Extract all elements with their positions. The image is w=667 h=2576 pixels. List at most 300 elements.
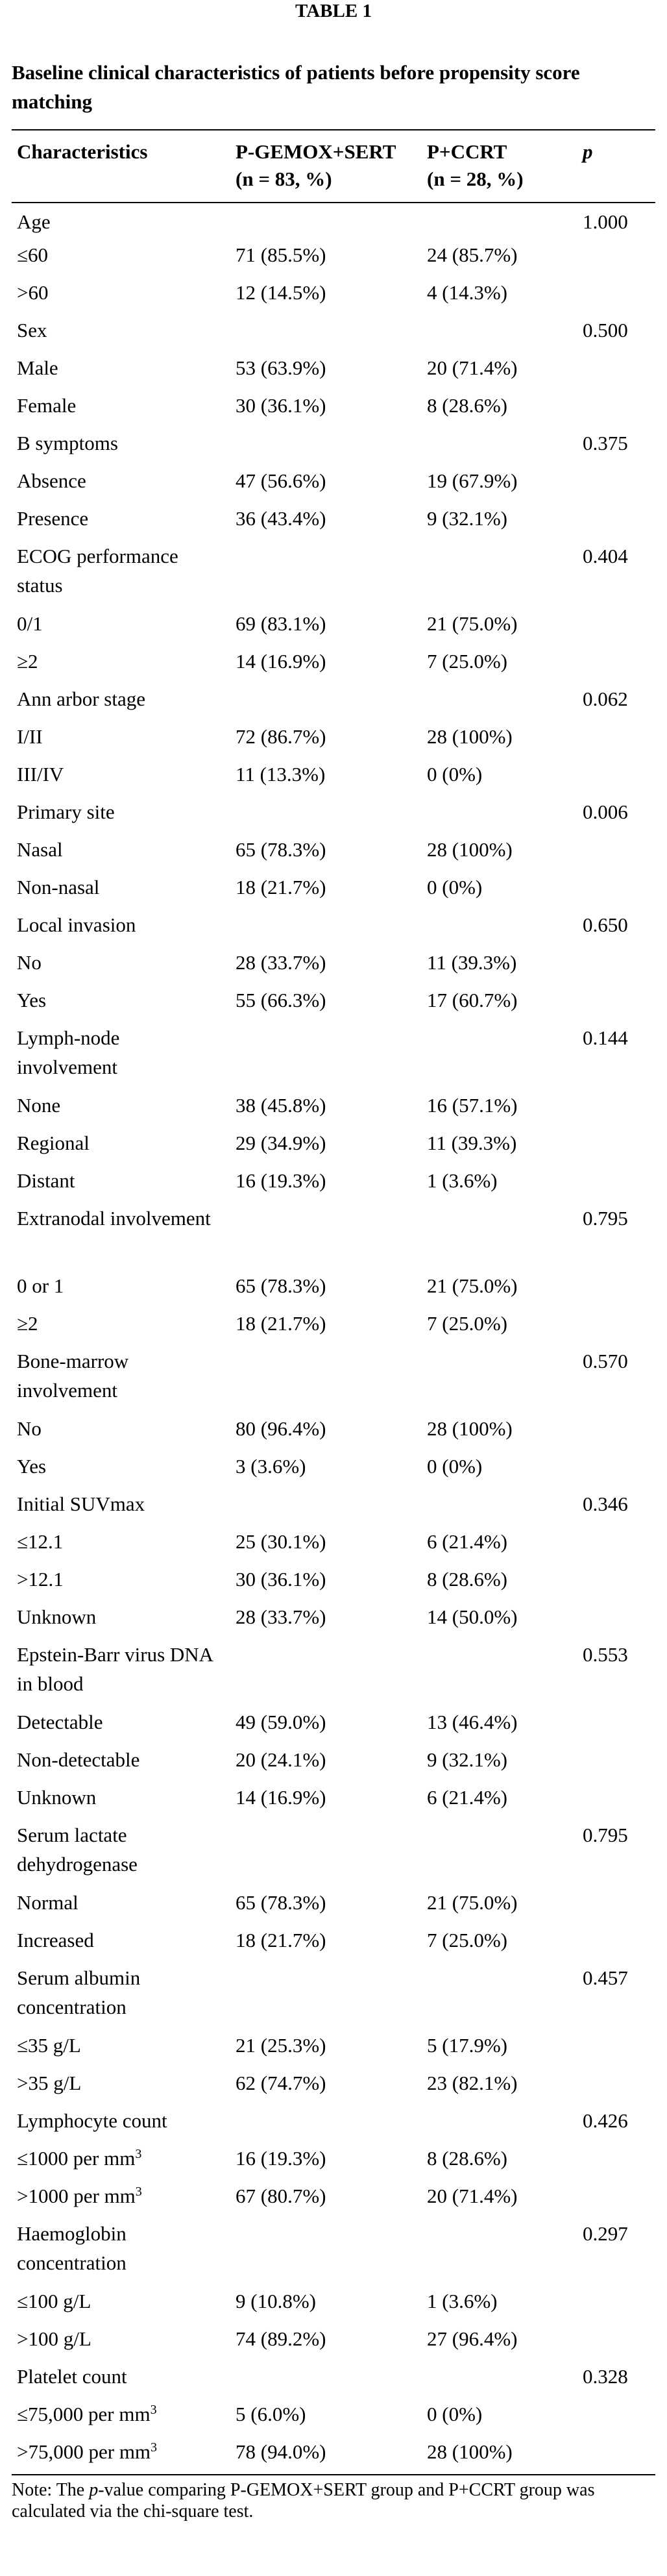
cell-group1-value	[230, 316, 422, 353]
cell-p-value	[577, 1565, 655, 1602]
table-row	[12, 2068, 655, 2106]
cell-group2-value-text: 6 (21.4%)	[427, 1786, 507, 1809]
cell-characteristic	[12, 203, 230, 240]
cell-characteristic-text: Yes	[17, 989, 47, 1011]
cell-p-value	[577, 1707, 655, 1745]
cell-p-value	[577, 760, 655, 797]
cell-characteristic	[12, 1527, 230, 1565]
cell-group1-value	[230, 1204, 422, 1271]
cell-p-value	[577, 278, 655, 316]
cell-p-value	[577, 203, 655, 240]
cell-group2-value-text: 20 (71.4%)	[427, 356, 518, 379]
cell-p-value	[577, 353, 655, 391]
cell-p-value	[577, 1602, 655, 1640]
cell-characteristic	[12, 1309, 230, 1346]
cell-p-value	[577, 2068, 655, 2106]
cell-characteristic	[12, 1820, 230, 1888]
cell-characteristic	[12, 1640, 230, 1707]
cell-group2-value-text: 11 (39.3%)	[427, 951, 517, 974]
cell-group2-value-text: 14 (50.0%)	[427, 1605, 518, 1628]
cell-p-value-text: 0.297	[583, 2222, 628, 2245]
cell-group1-value-text: 14 (16.9%)	[236, 650, 326, 673]
cell-group2-value-text: 8 (28.6%)	[427, 394, 507, 417]
table-row	[12, 391, 655, 428]
cell-group2-value	[422, 910, 577, 948]
table-row	[12, 1023, 655, 1091]
cell-p-value	[577, 2181, 655, 2219]
cell-group2-value	[422, 985, 577, 1023]
cell-p-value-text: 0.553	[583, 1643, 628, 1666]
cell-characteristic-text: ≤75,000 per mm	[17, 2403, 151, 2425]
cell-p-value	[577, 910, 655, 948]
cell-characteristic-text: Non-nasal	[17, 876, 100, 898]
cell-characteristic-text: >35 g/L	[17, 2072, 82, 2094]
cell-group2-value	[422, 760, 577, 797]
cell-group2-value-text: 0 (0%)	[427, 2403, 483, 2425]
cell-group1-value-text: 14 (16.9%)	[236, 1786, 326, 1809]
cell-group2-value-text: 0 (0%)	[427, 1455, 483, 1478]
cell-group1-value	[230, 1309, 422, 1346]
table-note	[12, 2479, 655, 2522]
cell-group2-value	[422, 353, 577, 391]
cell-characteristic	[12, 948, 230, 985]
table-row	[12, 948, 655, 985]
cell-characteristic-text: Normal	[17, 1891, 79, 1914]
cell-p-value	[577, 1346, 655, 1414]
cell-characteristic	[12, 466, 230, 504]
cell-group1-value	[230, 1640, 422, 1707]
cell-p-value	[577, 1091, 655, 1128]
table-row	[12, 2106, 655, 2144]
cell-p-value	[577, 1783, 655, 1820]
header-group1-name: P-GEMOX+SERT	[236, 140, 396, 163]
cell-group2-value-text: 17 (60.7%)	[427, 989, 518, 1011]
table-caption: Baseline clinical characteristics of patients before propensity score matching	[12, 61, 580, 113]
cell-group1-value	[230, 1565, 422, 1602]
cell-characteristic-text: Primary site	[17, 800, 115, 823]
table-row	[12, 1926, 655, 1963]
cell-group2-value-text: 20 (71.4%)	[427, 2185, 518, 2207]
cell-group1-value-text: 69 (83.1%)	[236, 612, 326, 635]
cell-characteristic-text: 0 or 1	[17, 1274, 64, 1297]
cell-characteristic-text: Yes	[17, 1455, 47, 1478]
cell-characteristic	[12, 541, 230, 609]
cell-p-value	[577, 1271, 655, 1309]
cell-group1-value	[230, 391, 422, 428]
cell-characteristic	[12, 760, 230, 797]
cell-group2-value	[422, 1527, 577, 1565]
cell-group1-value	[230, 760, 422, 797]
cell-p-value	[577, 609, 655, 647]
cell-characteristic	[12, 609, 230, 647]
cell-characteristic	[12, 1783, 230, 1820]
header-group2	[422, 130, 577, 203]
cell-group1-value	[230, 2144, 422, 2181]
cell-group1-value-text: 29 (34.9%)	[236, 1132, 326, 1154]
cell-group1-value	[230, 1346, 422, 1414]
cell-group2-value	[422, 1820, 577, 1888]
cell-characteristic-text: >75,000 per mm	[17, 2440, 151, 2463]
cell-group2-value	[422, 316, 577, 353]
cell-group1-value-text: 20 (24.1%)	[236, 1748, 326, 1771]
cell-group2-value-text: 7 (25.0%)	[427, 650, 507, 673]
cell-group2-value	[422, 2362, 577, 2399]
cell-p-value	[577, 1820, 655, 1888]
cell-group2-value	[422, 647, 577, 684]
cell-characteristic-text: Increased	[17, 1929, 94, 1951]
cell-group2-value-text: 8 (28.6%)	[427, 2147, 507, 2170]
cell-group2-value-text: 24 (85.7%)	[427, 243, 518, 266]
table-row	[12, 835, 655, 873]
cell-group2-value	[422, 1271, 577, 1309]
cell-group2-value-text: 16 (57.1%)	[427, 1094, 518, 1117]
cell-group2-value	[422, 1602, 577, 1640]
cell-group1-value	[230, 1489, 422, 1527]
cell-characteristic-text: Absence	[17, 469, 86, 492]
cell-p-value	[577, 1023, 655, 1091]
cell-group1-value	[230, 1414, 422, 1452]
cell-group2-value-text: 23 (82.1%)	[427, 2072, 518, 2094]
cell-group2-value-text: 19 (67.9%)	[427, 469, 518, 492]
cell-characteristic-text: Serum albumin concentration	[17, 1966, 141, 2018]
cell-group2-value	[422, 541, 577, 609]
cell-characteristic	[12, 722, 230, 760]
header-group2-n: (n = 28, %)	[427, 167, 524, 190]
cell-characteristic-text: >60	[17, 281, 49, 304]
cell-characteristic-text: ≥2	[17, 650, 38, 673]
header-characteristics: Characteristics	[17, 140, 148, 163]
cell-characteristic-text: B symptoms	[17, 432, 118, 454]
table-row	[12, 2219, 655, 2286]
cell-group1-value	[230, 797, 422, 835]
table-row	[12, 466, 655, 504]
cell-characteristic	[12, 316, 230, 353]
cell-characteristic	[12, 353, 230, 391]
cell-group1-value	[230, 541, 422, 609]
cell-characteristic	[12, 1414, 230, 1452]
cell-group2-value	[422, 1745, 577, 1783]
cell-p-value-text: 1.000	[583, 210, 628, 233]
cell-group1-value-text: 55 (66.3%)	[236, 989, 326, 1011]
table-header	[12, 130, 655, 203]
cell-p-value	[577, 466, 655, 504]
cell-characteristic-text: ≤35 g/L	[17, 2034, 81, 2057]
cell-characteristic	[12, 2399, 230, 2437]
cell-characteristic-text: Serum lactate dehydrogenase	[17, 1824, 138, 1876]
cell-group1-value	[230, 2106, 422, 2144]
cell-group1-value	[230, 2181, 422, 2219]
cell-p-value	[577, 835, 655, 873]
cell-group1-value	[230, 1745, 422, 1783]
cell-group1-value-text: 65 (78.3%)	[236, 838, 326, 861]
cell-group2-value	[422, 2106, 577, 2144]
cell-group2-value	[422, 797, 577, 835]
note-prefix: Note: The	[12, 2480, 90, 2500]
cell-characteristic-text: >100 g/L	[17, 2327, 91, 2350]
cell-group1-value	[230, 1888, 422, 1926]
cell-characteristic	[12, 2286, 230, 2324]
cell-group1-value	[230, 722, 422, 760]
cell-group1-value-text: 9 (10.8%)	[236, 2290, 316, 2312]
cell-characteristic	[12, 1452, 230, 1489]
table-body	[12, 203, 655, 2475]
table-row	[12, 873, 655, 910]
cell-group1-value	[230, 647, 422, 684]
cell-characteristic-text: Ann arbor stage	[17, 687, 145, 710]
cell-characteristic-text: ≤60	[17, 243, 49, 266]
cell-characteristic	[12, 684, 230, 722]
cell-characteristic	[12, 1271, 230, 1309]
cell-p-value	[577, 873, 655, 910]
table-row	[12, 1745, 655, 1783]
cell-p-value-text: 0.500	[583, 319, 628, 341]
cell-p-value-text: 0.006	[583, 800, 628, 823]
table-row	[12, 2437, 655, 2475]
cell-characteristic	[12, 1128, 230, 1166]
cell-group2-value-text: 9 (32.1%)	[427, 1748, 507, 1771]
cell-group1-value-text: 11 (13.3%)	[236, 763, 326, 786]
cell-group2-value-text: 21 (75.0%)	[427, 1274, 518, 1297]
cell-group2-value-text: 21 (75.0%)	[427, 612, 518, 635]
cell-characteristic	[12, 873, 230, 910]
cell-p-value	[577, 985, 655, 1023]
cell-characteristic	[12, 1888, 230, 1926]
table-row	[12, 1309, 655, 1346]
cell-characteristic	[12, 391, 230, 428]
cell-group2-value	[422, 2286, 577, 2324]
cell-group1-value	[230, 1091, 422, 1128]
cell-group2-value	[422, 2068, 577, 2106]
cell-group2-value	[422, 609, 577, 647]
cell-p-value	[577, 2286, 655, 2324]
cell-group1-value-text: 74 (89.2%)	[236, 2327, 326, 2350]
cell-characteristic-text: Age	[17, 210, 51, 233]
cell-group1-value-text: 80 (96.4%)	[236, 1417, 326, 1440]
table-row	[12, 1888, 655, 1926]
cell-characteristic-text: ≤12.1	[17, 1530, 64, 1553]
cell-p-value	[577, 428, 655, 466]
cell-characteristic-text: III/IV	[17, 763, 64, 786]
cell-group1-value-text: 28 (33.7%)	[236, 1605, 326, 1628]
cell-characteristic	[12, 2437, 230, 2475]
cell-group1-value-text: 16 (19.3%)	[236, 2147, 326, 2170]
cell-p-value	[577, 316, 655, 353]
cell-group1-value-text: 53 (63.9%)	[236, 356, 326, 379]
cell-group1-value	[230, 684, 422, 722]
cell-group1-value-text: 18 (21.7%)	[236, 1929, 326, 1951]
table-row	[12, 1091, 655, 1128]
cell-group2-value	[422, 1888, 577, 1926]
cell-group1-value	[230, 504, 422, 541]
cell-group1-value	[230, 1820, 422, 1888]
table-row	[12, 1527, 655, 1565]
cell-group2-value	[422, 2324, 577, 2362]
cell-group1-value	[230, 1707, 422, 1745]
cell-characteristic-text: Lymphocyte count	[17, 2109, 167, 2132]
cell-group2-value-text: 5 (17.9%)	[427, 2034, 507, 2057]
cell-group2-value	[422, 684, 577, 722]
cell-group1-value	[230, 466, 422, 504]
cell-group2-value	[422, 948, 577, 985]
cell-group2-value-text: 9 (32.1%)	[427, 507, 507, 530]
cell-group2-value	[422, 873, 577, 910]
cell-group2-value	[422, 504, 577, 541]
header-group2-name: P+CCRT	[427, 140, 507, 163]
cell-p-value	[577, 1527, 655, 1565]
cell-characteristic-text: Male	[17, 356, 58, 379]
cell-group1-value	[230, 948, 422, 985]
cell-group1-value	[230, 873, 422, 910]
cell-p-value	[577, 647, 655, 684]
cell-characteristic	[12, 504, 230, 541]
cell-characteristic-text: Unknown	[17, 1605, 97, 1628]
table-row	[12, 609, 655, 647]
superscript: 3	[151, 2440, 158, 2455]
header-group1	[230, 130, 422, 203]
cell-characteristic-text: ≤1000 per mm	[17, 2147, 136, 2170]
superscript: 3	[135, 2185, 142, 2199]
cell-group1-value-text: 3 (3.6%)	[236, 1455, 306, 1478]
cell-group2-value-text: 13 (46.4%)	[427, 1711, 518, 1733]
cell-p-value	[577, 797, 655, 835]
header-row	[12, 130, 655, 203]
table-row	[12, 203, 655, 240]
cell-p-value-text: 0.375	[583, 432, 628, 454]
cell-group1-value	[230, 1527, 422, 1565]
cell-group2-value-text: 11 (39.3%)	[427, 1132, 517, 1154]
cell-characteristic	[12, 797, 230, 835]
table-row	[12, 1346, 655, 1414]
cell-characteristic	[12, 1091, 230, 1128]
cell-group2-value-text: 6 (21.4%)	[427, 1530, 507, 1553]
cell-group2-value-text: 21 (75.0%)	[427, 1891, 518, 1914]
cell-group1-value-text: 65 (78.3%)	[236, 1274, 326, 1297]
cell-group1-value	[230, 1452, 422, 1489]
cell-group2-value	[422, 203, 577, 240]
table-row	[12, 760, 655, 797]
cell-characteristic	[12, 2031, 230, 2068]
cell-characteristic	[12, 1926, 230, 1963]
cell-group2-value	[422, 2144, 577, 2181]
cell-characteristic	[12, 985, 230, 1023]
cell-characteristic-text: Female	[17, 394, 77, 417]
cell-group1-value-text: 72 (86.7%)	[236, 725, 326, 748]
cell-characteristic	[12, 1745, 230, 1783]
table-row	[12, 1602, 655, 1640]
cell-group1-value	[230, 985, 422, 1023]
cell-group2-value-text: 7 (25.0%)	[427, 1312, 507, 1335]
cell-p-value-text: 0.650	[583, 913, 628, 936]
cell-characteristic-text: Epstein-Barr virus DNA in blood	[17, 1643, 213, 1695]
cell-group2-value-text: 28 (100%)	[427, 838, 513, 861]
table-row	[12, 2031, 655, 2068]
cell-characteristic-text: No	[17, 951, 42, 974]
cell-group1-value	[230, 2219, 422, 2286]
cell-group1-value-text: 5 (6.0%)	[236, 2403, 306, 2425]
table-row	[12, 910, 655, 948]
cell-group2-value	[422, 1640, 577, 1707]
cell-group2-value	[422, 1452, 577, 1489]
cell-group2-value-text: 27 (96.4%)	[427, 2327, 518, 2350]
cell-characteristic	[12, 1707, 230, 1745]
cell-group2-value	[422, 1346, 577, 1414]
cell-p-value	[577, 1745, 655, 1783]
cell-group2-value	[422, 466, 577, 504]
cell-p-value	[577, 1926, 655, 1963]
baseline-characteristics-table	[12, 129, 655, 2475]
cell-group2-value	[422, 1091, 577, 1128]
cell-group2-value	[422, 240, 577, 278]
cell-group2-value	[422, 1926, 577, 1963]
table-row	[12, 722, 655, 760]
cell-p-value	[577, 1640, 655, 1707]
cell-characteristic	[12, 2324, 230, 2362]
superscript: 3	[150, 2403, 157, 2417]
cell-group2-value	[422, 2219, 577, 2286]
cell-characteristic-text: None	[17, 1094, 61, 1117]
cell-characteristic-text: Unknown	[17, 1786, 97, 1809]
header-group1-n: (n = 83, %)	[236, 167, 332, 190]
cell-p-value-text: 0.346	[583, 1492, 628, 1515]
cell-group2-value-text: 1 (3.6%)	[427, 1169, 498, 1192]
cell-p-value	[577, 948, 655, 985]
cell-p-value	[577, 504, 655, 541]
cell-group2-value	[422, 2399, 577, 2437]
cell-characteristic	[12, 910, 230, 948]
table-row	[12, 541, 655, 609]
cell-p-value	[577, 1489, 655, 1527]
cell-characteristic	[12, 240, 230, 278]
cell-characteristic-text: >1000 per mm	[17, 2185, 136, 2207]
cell-group2-value-text: 8 (28.6%)	[427, 1568, 507, 1591]
cell-group1-value	[230, 203, 422, 240]
cell-p-value	[577, 1166, 655, 1204]
cell-group1-value-text: 36 (43.4%)	[236, 507, 326, 530]
cell-characteristic-text: ≥2	[17, 1312, 38, 1335]
cell-p-value-text: 0.328	[583, 2365, 628, 2388]
table-row	[12, 647, 655, 684]
cell-characteristic-text: Regional	[17, 1132, 90, 1154]
cell-characteristic-text: No	[17, 1417, 42, 1440]
cell-characteristic-text: Detectable	[17, 1711, 103, 1733]
note-italic-p: p	[89, 2480, 99, 2500]
cell-group1-value-text: 62 (74.7%)	[236, 2072, 326, 2094]
cell-group2-value	[422, 1963, 577, 2031]
cell-characteristic-text: Distant	[17, 1169, 75, 1192]
cell-p-value	[577, 1452, 655, 1489]
cell-group1-value	[230, 278, 422, 316]
cell-group2-value	[422, 835, 577, 873]
cell-group1-value	[230, 2324, 422, 2362]
cell-group2-value	[422, 1783, 577, 1820]
cell-group1-value	[230, 1128, 422, 1166]
cell-characteristic	[12, 2181, 230, 2219]
cell-characteristic	[12, 1565, 230, 1602]
cell-characteristic-text: Haemoglobin concentration	[17, 2222, 127, 2274]
cell-group2-value	[422, 2437, 577, 2475]
cell-characteristic-text: Initial SUVmax	[17, 1492, 145, 1515]
cell-characteristic-text: Non-detectable	[17, 1748, 140, 1771]
table-row	[12, 985, 655, 1023]
table-row	[12, 1565, 655, 1602]
cell-characteristic-text: 0/1	[17, 612, 43, 635]
cell-group1-value-text: 38 (45.8%)	[236, 1094, 326, 1117]
cell-p-value	[577, 2399, 655, 2437]
cell-group1-value	[230, 1023, 422, 1091]
table-row	[12, 1128, 655, 1166]
cell-characteristic	[12, 1963, 230, 2031]
cell-group2-value-text: 1 (3.6%)	[427, 2290, 498, 2312]
